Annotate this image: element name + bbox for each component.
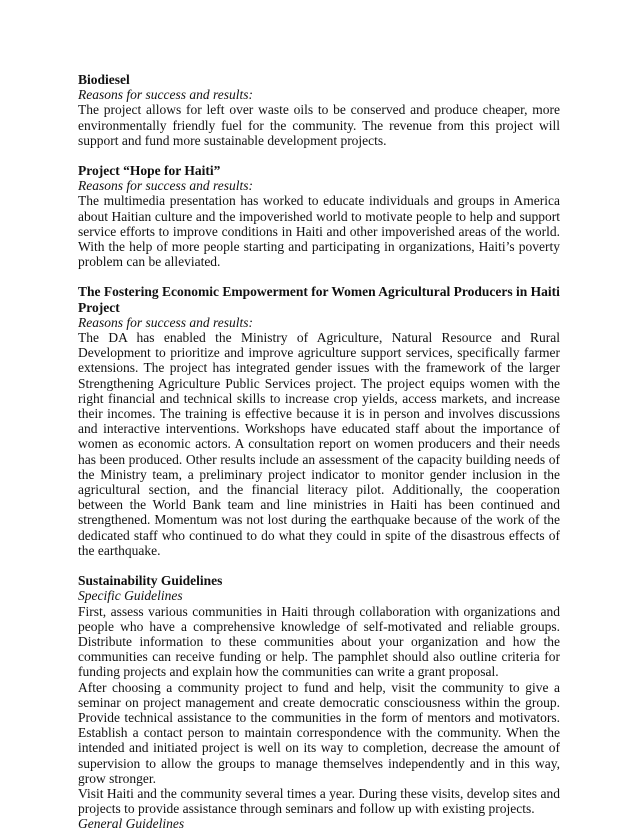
section-heading: Biodiesel <box>78 72 130 87</box>
section-heading: Project “Hope for Haiti” <box>78 163 221 179</box>
section-women-agricultural-producers <box>78 284 560 558</box>
section-paragraph: The multimedia presentation has worked to educate individuals and groups in America about Haitian culture and the impoverished world to motivate people to help and support service efforts to improve conditions in Haiti and other impoverished areas of the world. With the help of more people starting and participating in organizations, Haiti’s poverty problem can be alleviated. <box>78 193 560 270</box>
section-subheading: Reasons for success and results: <box>78 178 253 194</box>
section-paragraph: The DA has enabled the Ministry of Agriculture, Natural Resource and Rural Development to prioritize and improve agriculture support services, specifically farmer extensions. The project has integrated gender issues with the framework of the larger Strengthening Agriculture Public Services project. The project equips women with the right financial and technical skills to increase crop yields, access markets, and increase their incomes. The training is effective because it is in person and involves discussions and interactive interventions. Workshops have educated staff about the importance of women as economic actors. A consultation report on women producers and their needs has been produced. Other results include an assessment of the capacity building needs of the Ministry team, a preliminary project indicator to monitor gender inclusion in the agricultural section, and the financial literacy pilot. Additionally, the cooperation between the World Bank team and line ministries in Haiti has been continued and strengthened. Momentum was not lost during the earthquake because of the work of the dedicated staff who continued to do what they could in spite of the disastrous effects of the earthquake. <box>78 330 560 558</box>
section-paragraph: Visit Haiti and the community several times a year. During these visits, develop sites and projects to provide assistance through seminars and follow up with existing projects. <box>78 785 560 817</box>
section-paragraph: The project allows for left over waste oils to be conserved and produce cheaper, more environmentally friendly fuel for the community. The revenue from this project will support and fund more sustainable development projects. <box>78 102 560 148</box>
section-paragraph: First, assess various communities in Haiti through collaboration with organizations and people who have a comprehensive knowledge of self-motivated and reliable groups. Distribute information to these communities about your organization and how the communities can receive funding or help. The pamphlet should also outline criteria for funding projects and explain how the communities can write a grant proposal. <box>78 603 560 680</box>
section-hope-for-haiti <box>78 163 560 269</box>
section-heading: Sustainability Guidelines <box>78 573 223 589</box>
section-subheading-general: General Guidelines <box>78 816 185 832</box>
section-heading: The Fostering Economic Empowerment for Women Agricultural Producers in Haiti Project <box>78 284 560 315</box>
section-subheading: Reasons for success and results: <box>78 314 253 330</box>
section-sustainability-guidelines <box>78 573 560 831</box>
section-subheading: Specific Guidelines <box>78 588 183 604</box>
section-biodiesel <box>78 72 560 148</box>
section-subheading: Reasons for success and results: <box>78 87 253 103</box>
section-paragraph: After choosing a community project to fund and help, visit the community to give a seminar on project management and create democratic consciousness within the group. Provide technical assistance to the communities in the form of mentors and motivators. Establish a contact person to maintain correspondence with the community. When the intended and initiated project is well on its way to completion, decrease the amount of supervision to allow the groups to manage themselves independently and in this way, grow stronger. <box>78 679 560 786</box>
